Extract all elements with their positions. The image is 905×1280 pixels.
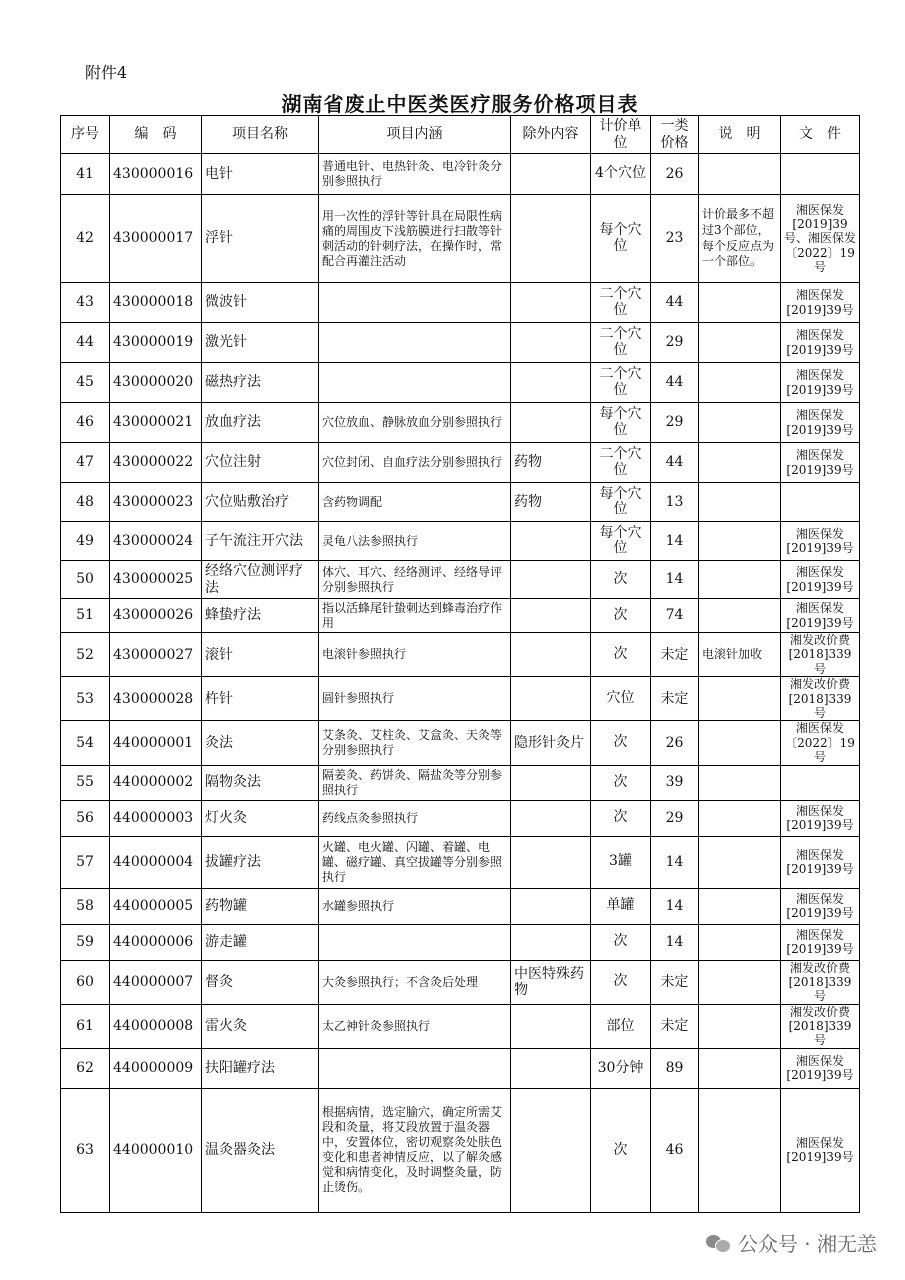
cell-note [699,1088,781,1212]
cell-code: 440000003 [110,800,202,836]
cell-unit: 次 [591,960,651,1004]
cell-note [699,363,781,403]
cell-note: 计价最多不超过3个部位，每个反应点为一个部位。 [699,195,781,283]
cell-unit: 30分钟 [591,1048,651,1088]
cell-content [319,924,511,960]
cell-name: 灯火灸 [202,800,319,836]
cell-name: 蜂蛰疗法 [202,599,319,633]
cell-seq: 57 [61,836,110,888]
cell-doc [781,483,860,522]
cell-seq: 46 [61,403,110,443]
cell-code: 430000028 [110,677,202,721]
cell-price: 29 [651,800,699,836]
cell-doc: 湘医保发[2019]39号 [781,522,860,561]
table-row [61,1088,860,1212]
cell-content: 太乙神针灸参照执行 [319,1004,511,1048]
cell-excluded [511,800,591,836]
cell-seq: 59 [61,924,110,960]
cell-price: 26 [651,721,699,765]
table-row [61,677,860,721]
cell-code: 430000020 [110,363,202,403]
cell-name: 杵针 [202,677,319,721]
cell-unit: 3罐 [591,836,651,888]
table-row [61,765,860,800]
cell-note [699,924,781,960]
cell-seq: 44 [61,323,110,363]
cell-excluded [511,363,591,403]
table-row [61,154,860,195]
cell-content: 圆针参照执行 [319,677,511,721]
cell-price: 14 [651,836,699,888]
header-seq: 序号 [61,116,110,154]
cell-seq: 51 [61,599,110,633]
cell-unit: 次 [591,800,651,836]
table-row [61,561,860,599]
table-row [61,522,860,561]
cell-excluded [511,522,591,561]
cell-code: 430000016 [110,154,202,195]
table-row [61,1048,860,1088]
cell-note [699,1004,781,1048]
cell-unit: 二个穴位 [591,323,651,363]
cell-unit: 二个穴位 [591,443,651,483]
cell-excluded [511,1088,591,1212]
cell-doc: 湘发改价费[2018]339号 [781,677,860,721]
cell-doc: 湘发改价费[2018]339号 [781,1004,860,1048]
cell-seq: 53 [61,677,110,721]
cell-content: 大灸参照执行；不含灸后处理 [319,960,511,1004]
cell-unit: 次 [591,765,651,800]
cell-unit: 单罐 [591,888,651,924]
header-code: 编 码 [110,116,202,154]
cell-excluded [511,403,591,443]
cell-name: 药物罐 [202,888,319,924]
cell-seq: 50 [61,561,110,599]
cell-unit: 次 [591,924,651,960]
cell-content [319,323,511,363]
cell-price: 未定 [651,960,699,1004]
cell-note [699,800,781,836]
cell-excluded [511,1004,591,1048]
cell-content [319,283,511,323]
cell-price: 74 [651,599,699,633]
cell-price: 14 [651,924,699,960]
table-row [61,633,860,677]
cell-price: 14 [651,522,699,561]
cell-unit: 二个穴位 [591,363,651,403]
cell-seq: 63 [61,1088,110,1212]
table-row [61,443,860,483]
cell-code: 440000010 [110,1088,202,1212]
cell-note [699,960,781,1004]
cell-name: 滚针 [202,633,319,677]
cell-excluded: 中医特殊药物 [511,960,591,1004]
table-row [61,195,860,283]
cell-doc: 湘医保发[2019]39号 [781,1048,860,1088]
table-row [61,283,860,323]
cell-note [699,154,781,195]
cell-code: 440000007 [110,960,202,1004]
table-row [61,363,860,403]
cell-unit: 次 [591,561,651,599]
cell-name: 穴位贴敷治疗 [202,483,319,522]
cell-doc [781,154,860,195]
cell-seq: 47 [61,443,110,483]
cell-content: 体穴、耳穴、经络测评、经络导评分别参照执行 [319,561,511,599]
cell-unit: 每个穴位 [591,403,651,443]
cell-price: 14 [651,561,699,599]
cell-price: 26 [651,154,699,195]
cell-content [319,1048,511,1088]
cell-code: 430000019 [110,323,202,363]
header-doc: 文 件 [781,116,860,154]
table-row [61,836,860,888]
cell-content: 根据病情，选定腧穴，确定所需艾段和灸量，将艾段放置于温灸器中，安置体位，密切观察灸处肤色变化和患者神情反应，以了解灸感觉和病情变化，及时调整灸量，防止烫伤。 [319,1088,511,1212]
cell-doc: 湘医保发[2019]39号 [781,836,860,888]
cell-unit: 4个穴位 [591,154,651,195]
cell-note [699,283,781,323]
cell-doc: 湘医保发[2019]39号、湘医保发〔2022〕19号 [781,195,860,283]
cell-seq: 41 [61,154,110,195]
cell-excluded [511,283,591,323]
cell-code: 430000027 [110,633,202,677]
cell-note [699,836,781,888]
cell-name: 游走罐 [202,924,319,960]
cell-doc: 湘医保发[2019]39号 [781,924,860,960]
cell-note [699,323,781,363]
cell-name: 电针 [202,154,319,195]
cell-unit: 部位 [591,1004,651,1048]
cell-excluded [511,924,591,960]
cell-name: 督灸 [202,960,319,1004]
cell-code: 440000002 [110,765,202,800]
watermark-text: 公众号 · 湘无恙 [737,1232,877,1256]
cell-code: 430000025 [110,561,202,599]
cell-content: 火罐、电火罐、闪罐、着罐、电罐、磁疗罐、真空拔罐等分别参照执行 [319,836,511,888]
cell-price: 46 [651,1088,699,1212]
cell-unit: 每个穴位 [591,195,651,283]
cell-excluded: 药物 [511,483,591,522]
cell-excluded: 药物 [511,443,591,483]
cell-note [699,765,781,800]
cell-content: 穴位放血、静脉放血分别参照执行 [319,403,511,443]
cell-name: 雷火灸 [202,1004,319,1048]
cell-name: 隔物灸法 [202,765,319,800]
table-row [61,323,860,363]
cell-unit: 每个穴位 [591,483,651,522]
cell-name: 浮针 [202,195,319,283]
cell-note [699,677,781,721]
cell-unit: 每个穴位 [591,522,651,561]
cell-price: 29 [651,323,699,363]
cell-excluded [511,765,591,800]
cell-code: 430000023 [110,483,202,522]
cell-name: 放血疗法 [202,403,319,443]
page-title: 湖南省废止中医类医疗服务价格项目表 [281,92,639,116]
cell-content: 艾条灸、艾柱灸、艾盒灸、天灸等分别参照执行 [319,721,511,765]
cell-doc: 湘医保发[2019]39号 [781,363,860,403]
cell-content: 用一次性的浮针等针具在局限性病痛的周围皮下浅筋膜进行扫散等针刺活动的针刺疗法，在操作时，常配合再灌注活动 [319,195,511,283]
cell-code: 430000021 [110,403,202,443]
cell-note [699,483,781,522]
cell-seq: 60 [61,960,110,1004]
table-row [61,1004,860,1048]
table-header-row [61,116,860,154]
cell-seq: 43 [61,283,110,323]
cell-content: 普通电针、电热针灸、电冷针灸分别参照执行 [319,154,511,195]
cell-price: 44 [651,283,699,323]
cell-code: 440000009 [110,1048,202,1088]
cell-code: 430000018 [110,283,202,323]
cell-seq: 55 [61,765,110,800]
cell-seq: 45 [61,363,110,403]
cell-seq: 52 [61,633,110,677]
cell-price: 29 [651,403,699,443]
cell-doc: 湘发改价费[2018]339号 [781,960,860,1004]
cell-doc: 湘医保发[2019]39号 [781,323,860,363]
cell-name: 拔罐疗法 [202,836,319,888]
header-content: 项目内涵 [319,116,511,154]
cell-unit: 穴位 [591,677,651,721]
cell-doc: 湘医保发[2019]39号 [781,283,860,323]
cell-excluded [511,1048,591,1088]
cell-code: 430000022 [110,443,202,483]
cell-code: 430000017 [110,195,202,283]
cell-code: 440000001 [110,721,202,765]
cell-price: 未定 [651,677,699,721]
cell-seq: 49 [61,522,110,561]
cell-price: 39 [651,765,699,800]
header-name: 项目名称 [202,116,319,154]
cell-name: 灸法 [202,721,319,765]
cell-price: 未定 [651,633,699,677]
header-price: 一类价格 [651,116,699,154]
cell-note [699,721,781,765]
cell-content: 含药物调配 [319,483,511,522]
cell-name: 激光针 [202,323,319,363]
cell-price: 未定 [651,1004,699,1048]
cell-price: 13 [651,483,699,522]
cell-note: 电滚针加收 [699,633,781,677]
table-row [61,721,860,765]
table-row [61,403,860,443]
cell-name: 磁热疗法 [202,363,319,403]
cell-doc: 湘医保发[2019]39号 [781,443,860,483]
cell-excluded [511,599,591,633]
cell-excluded [511,677,591,721]
cell-content: 药线点灸参照执行 [319,800,511,836]
cell-content: 隔姜灸、药饼灸、隔盐灸等分别参照执行 [319,765,511,800]
cell-code: 430000024 [110,522,202,561]
cell-name: 子午流注开穴法 [202,522,319,561]
cell-price: 14 [651,888,699,924]
cell-name: 穴位注射 [202,443,319,483]
cell-code: 440000004 [110,836,202,888]
cell-excluded: 隐形针灸片 [511,721,591,765]
cell-note [699,561,781,599]
cell-seq: 42 [61,195,110,283]
cell-unit: 二个穴位 [591,283,651,323]
table-row [61,960,860,1004]
cell-seq: 62 [61,1048,110,1088]
cell-content: 灵龟八法参照执行 [319,522,511,561]
cell-doc: 湘医保发[2019]39号 [781,800,860,836]
cell-seq: 61 [61,1004,110,1048]
cell-doc: 湘医保发〔2022〕19号 [781,721,860,765]
cell-unit: 次 [591,721,651,765]
cell-code: 440000006 [110,924,202,960]
cell-doc: 湘发改价费[2018]339号 [781,633,860,677]
cell-code: 440000005 [110,888,202,924]
cell-content: 指以活蜂尾针蛰刺达到蜂毒治疗作用 [319,599,511,633]
cell-seq: 56 [61,800,110,836]
cell-excluded [511,836,591,888]
cell-doc: 湘医保发[2019]39号 [781,1088,860,1212]
header-unit: 计价单位 [591,116,651,154]
table-row [61,483,860,522]
table-row [61,924,860,960]
cell-price: 23 [651,195,699,283]
cell-name: 温灸器灸法 [202,1088,319,1212]
cell-doc: 湘医保发[2019]39号 [781,403,860,443]
cell-seq: 48 [61,483,110,522]
cell-unit: 次 [591,633,651,677]
cell-price: 89 [651,1048,699,1088]
cell-code: 430000026 [110,599,202,633]
cell-content [319,363,511,403]
cell-content: 水罐参照执行 [319,888,511,924]
watermark [706,1228,877,1257]
cell-doc: 湘医保发[2019]39号 [781,599,860,633]
cell-note [699,1048,781,1088]
cell-excluded [511,888,591,924]
cell-note [699,443,781,483]
cell-name: 经络穴位测评疗法 [202,561,319,599]
cell-seq: 54 [61,721,110,765]
cell-note [699,599,781,633]
cell-price: 44 [651,443,699,483]
cell-doc: 湘医保发[2019]39号 [781,888,860,924]
table-row [61,800,860,836]
price-item-table [60,115,860,1213]
cell-excluded [511,323,591,363]
cell-excluded [511,561,591,599]
header-excluded: 除外内容 [511,116,591,154]
cell-content: 电滚针参照执行 [319,633,511,677]
cell-doc [781,765,860,800]
cell-unit: 次 [591,1088,651,1212]
cell-note [699,888,781,924]
attachment-label: 附件4 [85,63,128,82]
header-note: 说 明 [699,116,781,154]
cell-excluded [511,633,591,677]
cell-doc: 湘医保发[2019]39号 [781,561,860,599]
cell-excluded [511,154,591,195]
cell-seq: 58 [61,888,110,924]
cell-code: 440000008 [110,1004,202,1048]
cell-price: 44 [651,363,699,403]
cell-note [699,522,781,561]
cell-name: 扶阳罐疗法 [202,1048,319,1088]
cell-unit: 次 [591,599,651,633]
table-row [61,599,860,633]
table-row [61,888,860,924]
cell-excluded [511,195,591,283]
cell-name: 微波针 [202,283,319,323]
cell-content: 穴位封闭、自血疗法分别参照执行 [319,443,511,483]
wechat-icon [706,1233,730,1253]
cell-note [699,403,781,443]
